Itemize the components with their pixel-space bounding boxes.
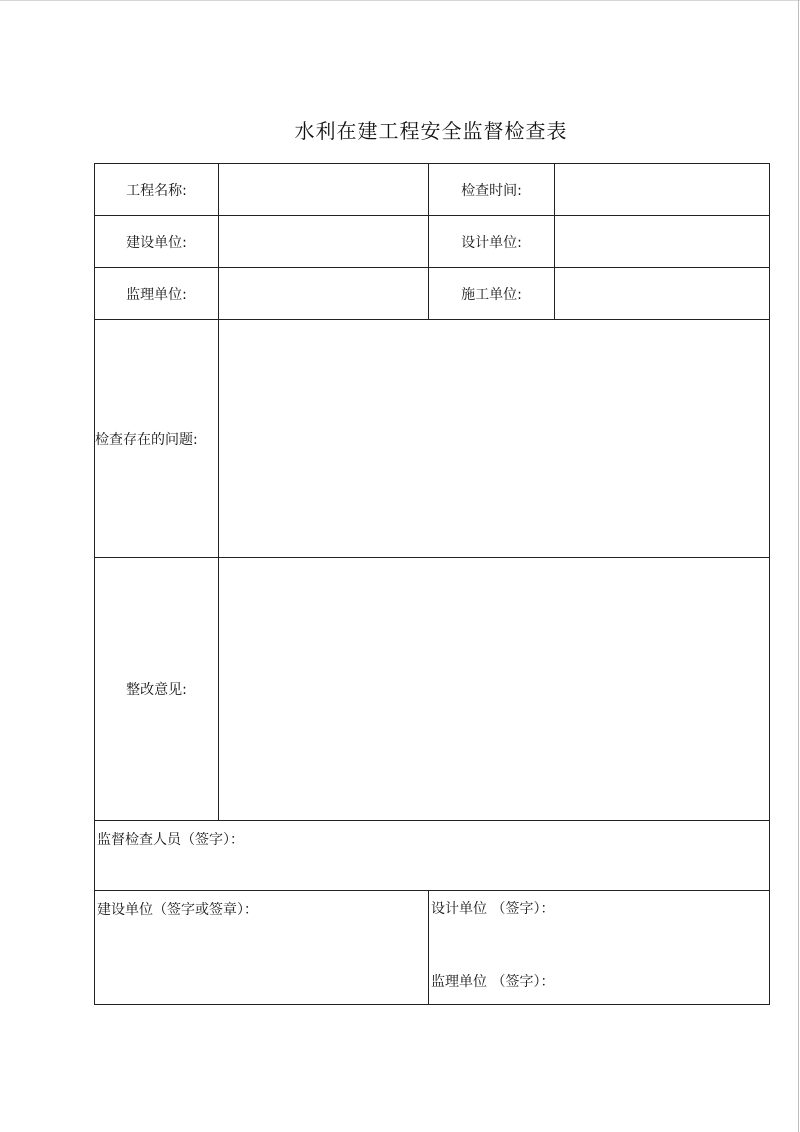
row-inspector-signature — [95, 821, 770, 891]
contractor-unit-label: 施工单位: — [429, 268, 555, 320]
row-project-name — [95, 164, 770, 216]
construction-unit-label: 建设单位: — [95, 216, 219, 268]
title-text: 水利在建工程安全监督检查表 — [294, 119, 568, 143]
inspection-time-field[interactable] — [555, 164, 770, 216]
row-problems — [95, 320, 770, 558]
project-name-label: 工程名称: — [95, 164, 219, 216]
design-unit-label: 设计单位: — [429, 216, 555, 268]
inspection-time-label: 检查时间: — [429, 164, 555, 216]
construction-unit-signature-label: 建设单位（签字或签章）： — [97, 902, 258, 918]
design-unit-field[interactable] — [555, 216, 770, 268]
problems-field[interactable] — [219, 320, 770, 558]
supervision-unit-signature-label: 监理单位 （签字）： — [431, 974, 555, 990]
inspector-signature-field[interactable] — [95, 821, 770, 891]
page-top-edge — [0, 0, 800, 1]
row-supervision-unit — [95, 268, 770, 320]
row-rectification — [95, 558, 770, 821]
contractor-unit-field[interactable] — [555, 268, 770, 320]
inspection-form-table — [94, 163, 770, 1005]
row-unit-signatures — [95, 891, 770, 1005]
supervision-unit-field[interactable] — [219, 268, 429, 320]
inspector-signature-label: 监督检查人员（签字）： — [97, 832, 244, 848]
construction-unit-signature-field[interactable] — [95, 891, 429, 1005]
construction-unit-field[interactable] — [219, 216, 429, 268]
problems-label: 检查存在的问题: — [95, 320, 219, 558]
row-construction-unit — [95, 216, 770, 268]
page-title — [0, 115, 800, 144]
design-unit-signature-label: 设计单位 （签字）： — [431, 901, 555, 917]
supervision-unit-label: 监理单位: — [95, 268, 219, 320]
rectification-label: 整改意见: — [95, 558, 219, 821]
design-supervision-signature-field[interactable] — [429, 891, 770, 1005]
page-right-edge — [798, 0, 799, 1132]
rectification-field[interactable] — [219, 558, 770, 821]
project-name-field[interactable] — [219, 164, 429, 216]
